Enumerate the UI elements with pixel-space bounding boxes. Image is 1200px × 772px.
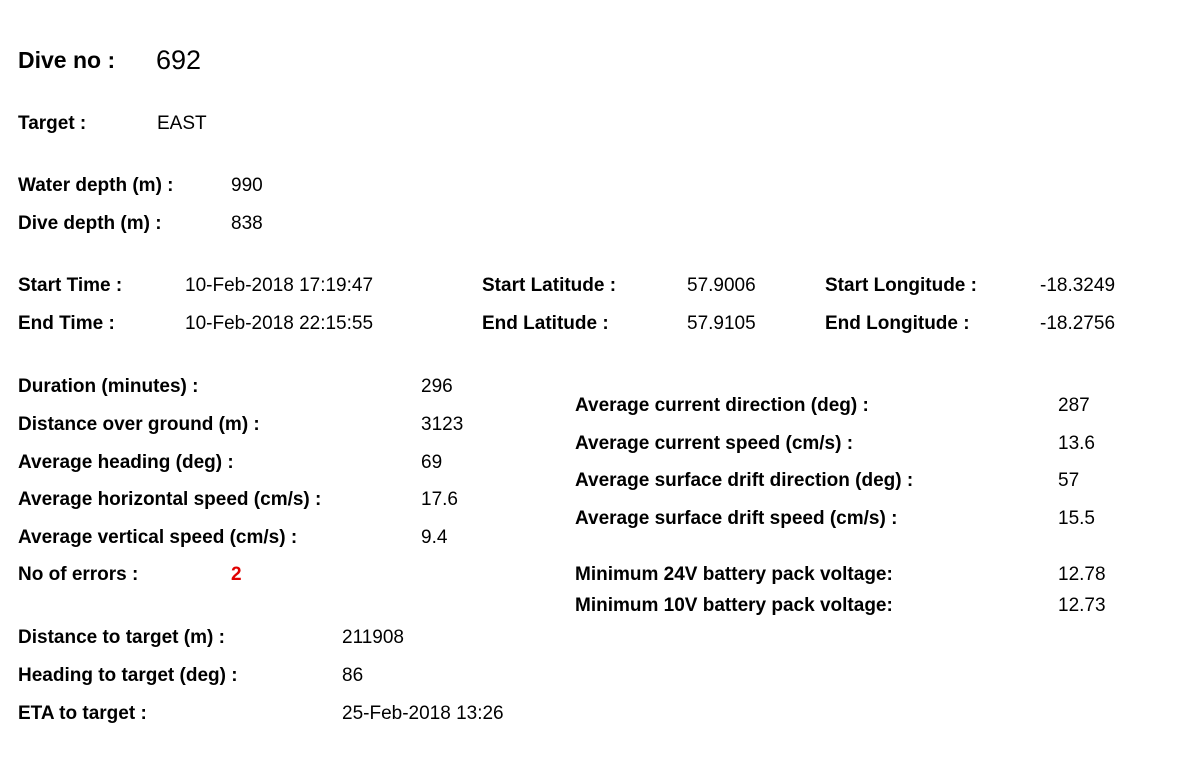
eta-to-target-label: ETA to target : bbox=[18, 703, 147, 724]
average-vertical-speed-label: Average vertical speed (cm/s) : bbox=[18, 527, 298, 548]
errors-value: 2 bbox=[231, 564, 242, 585]
water-depth-label: Water depth (m) : bbox=[18, 175, 174, 196]
average-horizontal-speed-label: Average horizontal speed (cm/s) : bbox=[18, 489, 322, 510]
average-current-speed-label: Average current speed (cm/s) : bbox=[575, 433, 854, 454]
average-horizontal-speed-value: 17.6 bbox=[421, 489, 458, 510]
end-latitude-label: End Latitude : bbox=[482, 313, 609, 334]
dive-depth-label: Dive depth (m) : bbox=[18, 213, 162, 234]
dive-no-label: Dive no : bbox=[18, 47, 116, 73]
average-surface-drift-direction-value: 57 bbox=[1058, 470, 1080, 491]
average-current-speed-value: 13.6 bbox=[1058, 433, 1095, 454]
battery-10v-label: Minimum 10V battery pack voltage: bbox=[575, 595, 893, 616]
average-current-direction-value: 287 bbox=[1058, 395, 1090, 416]
start-time-label: Start Time : bbox=[18, 275, 123, 296]
start-latitude-value: 57.9006 bbox=[687, 275, 756, 296]
battery-10v-value: 12.73 bbox=[1058, 595, 1106, 616]
dive-depth-value: 838 bbox=[231, 213, 263, 234]
target-label: Target : bbox=[18, 113, 87, 134]
heading-to-target-label: Heading to target (deg) : bbox=[18, 665, 238, 686]
average-heading-value: 69 bbox=[421, 452, 443, 473]
end-latitude-value: 57.9105 bbox=[687, 313, 756, 334]
distance-to-target-label: Distance to target (m) : bbox=[18, 627, 225, 648]
distance-over-ground-label: Distance over ground (m) : bbox=[18, 414, 260, 435]
start-longitude-value: -18.3249 bbox=[1040, 275, 1116, 296]
end-time-label: End Time : bbox=[18, 313, 115, 334]
average-vertical-speed-value: 9.4 bbox=[421, 527, 448, 548]
average-heading-label: Average heading (deg) : bbox=[18, 452, 234, 473]
average-surface-drift-direction-label: Average surface drift direction (deg) : bbox=[575, 470, 914, 491]
duration-value: 296 bbox=[421, 376, 453, 397]
dive-no-value: 692 bbox=[156, 45, 202, 75]
end-longitude-label: End Longitude : bbox=[825, 313, 970, 334]
start-time-value: 10-Feb-2018 17:19:47 bbox=[185, 275, 374, 296]
battery-24v-value: 12.78 bbox=[1058, 564, 1106, 585]
distance-over-ground-value: 3123 bbox=[421, 414, 464, 435]
average-surface-drift-speed-label: Average surface drift speed (cm/s) : bbox=[575, 508, 898, 529]
water-depth-value: 990 bbox=[231, 175, 263, 196]
eta-to-target-value: 25-Feb-2018 13:26 bbox=[342, 703, 504, 724]
average-surface-drift-speed-value: 15.5 bbox=[1058, 508, 1095, 529]
distance-to-target-value: 211908 bbox=[342, 627, 404, 648]
target-value: EAST bbox=[157, 113, 207, 134]
end-time-value: 10-Feb-2018 22:15:55 bbox=[185, 313, 374, 334]
battery-24v-label: Minimum 24V battery pack voltage: bbox=[575, 564, 893, 585]
start-longitude-label: Start Longitude : bbox=[825, 275, 977, 296]
start-latitude-label: Start Latitude : bbox=[482, 275, 617, 296]
average-current-direction-label: Average current direction (deg) : bbox=[575, 395, 869, 416]
duration-label: Duration (minutes) : bbox=[18, 376, 199, 397]
heading-to-target-value: 86 bbox=[342, 665, 364, 686]
end-longitude-value: -18.2756 bbox=[1040, 313, 1116, 334]
errors-label: No of errors : bbox=[18, 564, 139, 585]
